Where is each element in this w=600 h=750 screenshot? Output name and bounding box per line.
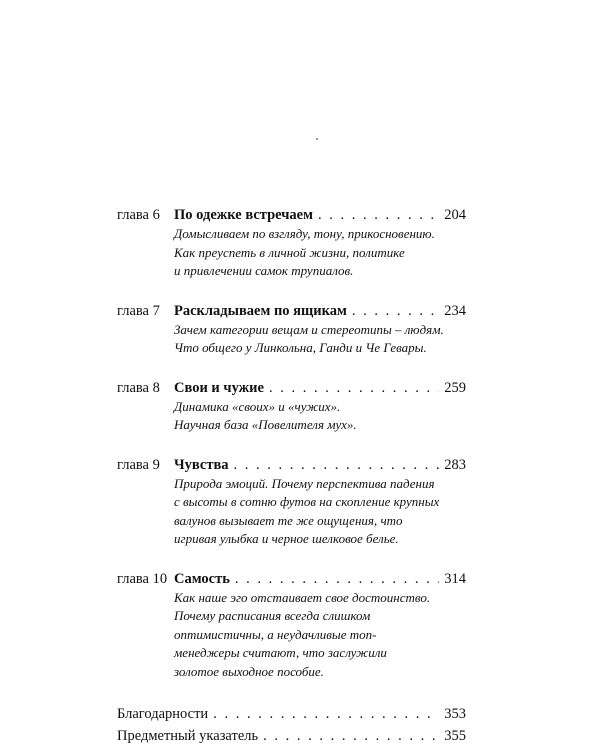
dot-leader [318,205,439,225]
chapter-label: глава 9 [117,456,160,473]
dot-leader [269,378,439,398]
page-speck [316,138,318,140]
description-line: валунов вызывает те же ощущения, что [174,512,403,528]
page-number: 283 [444,456,466,473]
description-line: Как преуспеть в личной жизни, политике [174,244,405,260]
description-line: оптимистичны, а неудачливые топ- [174,626,377,642]
section-title: Предметный указатель [117,728,259,744]
toc-entry-chapter-9 [117,455,466,549]
toc-entry-chapter-7 [117,301,466,358]
description-line: Как наше эго отстаивает свое достоинство. [174,589,431,605]
description-line: и привлечении самок трупиалов. [174,263,354,278]
chapter-title: Чувства [174,456,229,473]
description-line: Что общего у Линкольна, Ганди и Че Гевары. [174,340,427,355]
toc-entry-acknowledgements [117,703,466,725]
page-number: 204 [444,207,466,223]
chapter-title: По одежке встречаем [174,207,313,223]
toc-entry-index [117,725,466,747]
chapter-title: Самость [174,570,230,587]
dot-leader [235,569,439,589]
page-number: 314 [444,570,466,587]
description-line: Домысливаем по взгляду, тону, прикосновению. [174,226,435,241]
chapter-label: глава 6 [117,207,160,223]
chapter-label: глава 8 [117,379,160,396]
toc-entry-chapter-10 [117,569,466,682]
description-line: с высоты в сотню футов на скопление крупных [174,494,440,509]
page-number: 234 [444,302,466,319]
chapter-description [174,589,466,682]
dot-leader [234,455,440,475]
description-line: менеджеры считают, что заслужили [174,645,387,660]
description-line: Природа эмоций. Почему перспектива падения [174,475,435,491]
page-number: 355 [444,728,466,744]
page-number: 259 [444,379,466,396]
dot-leader [352,301,439,321]
chapter-description [174,321,466,358]
dot-leader [213,703,439,725]
description-line: Научная база «Повелителя мух». [174,417,357,432]
chapter-title: Свои и чужие [174,379,264,396]
description-line: Почему расписания всегда слишком [174,608,371,623]
chapter-label: глава 10 [117,570,168,587]
section-title: Благодарности [117,706,209,722]
chapter-description [174,398,466,435]
table-of-contents [117,205,466,747]
chapter-description [174,475,466,549]
dot-leader [263,725,439,747]
page-number: 353 [444,706,466,722]
description-line: игривая улыбка и черное шелковое белье. [174,531,399,546]
chapter-label: глава 7 [117,302,160,319]
description-line: золотое выходное пособие. [174,663,324,679]
description-line: Зачем категории вещам и стереотипы – людям. [174,321,444,337]
toc-entry-chapter-6 [117,205,466,281]
chapter-description [174,225,466,281]
description-line: Динамика «своих» и «чужих». [174,398,341,414]
toc-entry-chapter-8 [117,378,466,435]
chapter-title: Раскладываем по ящикам [174,302,347,319]
